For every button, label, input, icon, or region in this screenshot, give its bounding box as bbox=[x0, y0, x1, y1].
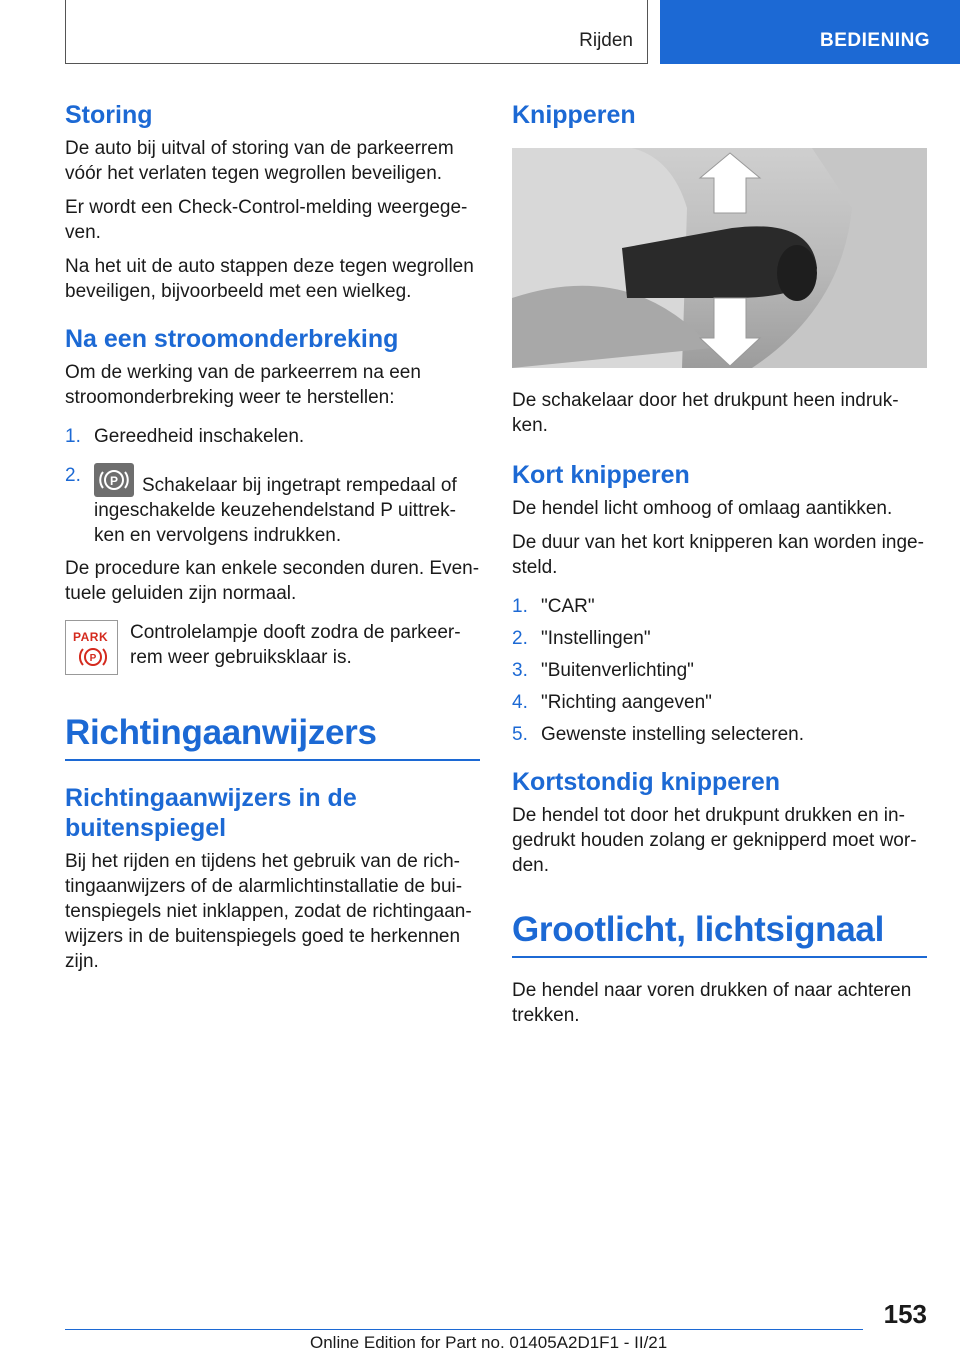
step-number: 2. bbox=[65, 465, 81, 486]
heading-knipperen: Knipperen bbox=[512, 101, 636, 129]
step-text: "Instellingen" bbox=[541, 628, 651, 649]
indicator-note bbox=[65, 620, 480, 675]
step-text: Gereedheid inschakelen. bbox=[94, 426, 305, 447]
heading-buitenspiegel: Richtingaanwijzers in de buitenspiegel bbox=[65, 784, 357, 842]
kort-paragraph-1: De hendel licht omhoog of omlaag aantikken. bbox=[512, 498, 893, 519]
list-item bbox=[512, 658, 927, 683]
step-text: "Richting aangeven" bbox=[541, 692, 712, 713]
stroom-paragraph-1: Om de werking van de parkeerrem na een stroomonderbreking weer te herstellen: bbox=[65, 362, 421, 408]
parking-brake-button-icon bbox=[94, 463, 134, 497]
arrow-up-icon bbox=[700, 153, 760, 213]
park-lamp-label: PARK bbox=[73, 630, 109, 644]
svg-text:P: P bbox=[109, 474, 119, 488]
lever-illustration bbox=[512, 148, 927, 368]
heading-stroomonderbreking: Na een stroomonderbreking bbox=[65, 325, 399, 353]
storing-paragraph-1: De auto bij uitval of storing van de parkeerrem vóór het verlaten tegen wegrollen beveiligen. bbox=[65, 138, 454, 184]
kort-steps bbox=[512, 594, 927, 747]
step-number: 3. bbox=[512, 660, 528, 681]
step-text: Schakelaar bij ingetrapt rempedaal of ingeschakelde keuzehendelstand P uittrek-ken en vervolgens indrukken. bbox=[94, 475, 457, 546]
storing-paragraph-2: Er wordt een Check-Control-melding weergege-ven. bbox=[65, 197, 468, 243]
step-number: 5. bbox=[512, 724, 528, 745]
step-number: 1. bbox=[65, 426, 81, 447]
richting-paragraph-1: Bij het rijden en tijdens het gebruik van de rich-tingaanwijzers of de alarmlichtinstallatie de bui-tenspiegels niet inklappen, zodat de richtingaan-wijzers in de buitenspiegels goed te herkennen zijn. bbox=[65, 851, 472, 972]
kort-paragraph-2: De duur van het kort knipperen kan worden inge-steld. bbox=[512, 532, 924, 578]
left-column bbox=[65, 100, 480, 983]
footer-edition: Online Edition for Part no. 01405A2D1F1 - II/21 bbox=[310, 1333, 668, 1352]
svg-text:P: P bbox=[89, 653, 97, 664]
groot-paragraph-1: De hendel naar voren drukken of naar achteren trekken. bbox=[512, 980, 912, 1026]
step-number: 1. bbox=[512, 596, 528, 617]
right-column bbox=[512, 100, 927, 1037]
step-text: Gewenste instelling selecteren. bbox=[541, 724, 804, 745]
section-grootlicht bbox=[512, 908, 927, 958]
list-item bbox=[512, 722, 927, 747]
heading-kortstondig-knipperen: Kortstondig knipperen bbox=[512, 768, 781, 796]
list-item bbox=[65, 463, 480, 548]
stroom-steps bbox=[65, 424, 480, 548]
knipperen-paragraph-1: De schakelaar door het drukpunt heen indruk-ken. bbox=[512, 390, 899, 436]
header-chapter: BEDIENING bbox=[820, 30, 931, 51]
storing-paragraph-3: Na het uit de auto stappen deze tegen wegrollen beveiligen, bijvoorbeeld met een wielkeg. bbox=[65, 256, 474, 302]
heading-kort-knipperen: Kort knipperen bbox=[512, 461, 690, 489]
list-item bbox=[512, 626, 927, 651]
heading-storing: Storing bbox=[65, 101, 153, 129]
header-section: Rijden bbox=[579, 30, 633, 51]
heading-grootlicht: Grootlicht, lichtsignaal bbox=[512, 910, 885, 949]
kortstondig-paragraph-1: De hendel tot door het drukpunt drukken en in-gedrukt houden zolang er geknipperd moet wor-den. bbox=[512, 805, 917, 876]
step-text: "CAR" bbox=[541, 596, 595, 617]
arrow-down-icon bbox=[700, 298, 760, 366]
list-item bbox=[512, 690, 927, 715]
heading-richtingaanwijzers: Richtingaanwijzers bbox=[65, 713, 377, 752]
page-number: 153 bbox=[883, 1299, 927, 1329]
list-item bbox=[65, 424, 480, 449]
step-number: 2. bbox=[512, 628, 528, 649]
step-text: "Buitenverlichting" bbox=[541, 660, 694, 681]
stroom-paragraph-2: De procedure kan enkele seconden duren. Even-tuele geluiden zijn normaal. bbox=[65, 558, 480, 604]
lamp-note-text: Controlelampje dooft zodra de parkeer-rem weer gebruiksklaar is. bbox=[130, 622, 461, 668]
section-richtingaanwijzers bbox=[65, 711, 480, 761]
list-item bbox=[512, 594, 927, 619]
footer-divider bbox=[65, 1329, 863, 1330]
park-warning-lamp-icon bbox=[65, 620, 118, 675]
turn-signal-lever-photo bbox=[512, 148, 927, 368]
step-number: 4. bbox=[512, 692, 528, 713]
header-chapter-tab bbox=[660, 0, 960, 64]
header-section-box bbox=[65, 0, 648, 64]
